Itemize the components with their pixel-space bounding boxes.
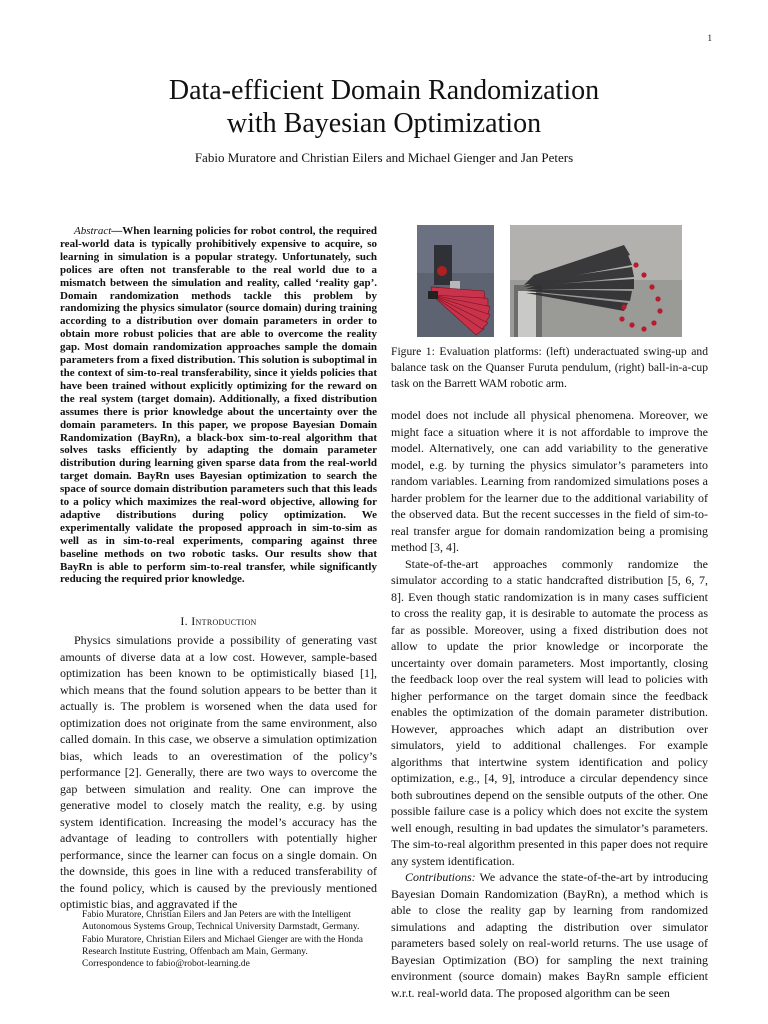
section-number: I. [180,614,188,628]
abstract-text: When learning policies for robot control, the required real-world data is typically prohibitively expensive to acquire, so learning in simulation is a popular strategy. Unfortunately, such polices are often not transferable to the real world due to a mismatch between the simulation and reality, called ‘reality gap’. Domain randomization methods tackle this problem by randomizing the physics simulator (source domain) during training according to a distribution over domain parameters in order to obtain more robust policies that are able to overcome the reality gap. Most domain randomization approaches sample the domain parameters from a fixed distribution. This solution is suboptimal in the context of sim-to-real transferability, since it yields policies that have been trained without explicitly optimizing for the reward on the real system (target domain). Additionally, a fixed distribution assumes there is prior knowledge about the uncertainty over the domain parameters. In this paper, we propose Bayesian Domain Randomization (BayRn), a black-box sim-to-real algorithm that solves tasks efficiently by adapting the domain parameter distribution during learning given sparse data from the real-world target domain. BayRn uses Bayesian optimization to search the space of source domain distribution parameters such that this leads to a policy which maximizes the real-word objective, allowing for adaptive distributions during policy optimization. We experimentally validate the proposed approach in sim-to-sim as well as in sim-to-real experiments, comparing against three baseline methods on two robotic tasks. Our results show that BayRn is able to perform sim-to-real transfer, while significantly reducing the required prior knowledge. [60,225,377,586]
contributions-label: Contributions: [405,870,476,884]
footnote-line-1: Fabio Muratore, Christian Eilers and Jan Peters are with the Intelligent Autonomous Systems Group, Technical University Darmstadt, Germany. [82,910,360,933]
figure-1-caption: Figure 1: Evaluation platforms: (left) underactuated swing-up and balance task on the Quanser Furuta pendulum, (right) ball-in-a-cup task on the Barrett WAM robotic arm. [391,345,708,390]
section-heading [60,614,377,629]
footnote-line-3: Correspondence to fabio@robot-learning.de [82,959,250,970]
right-paragraph-2: State-of-the-art approaches commonly randomize the simulator according to a static handcrafted distribution [5, 6, 7, 8]. Even though static randomization is in many cases sufficient to cross the reality gap, it is desirable to automate the process as far as possible. Moreover, using a fixed distribution does not allow to update the prior knowledge or incorporate the uncertainty over domain parameters. Most importantly, closing the feedback loop over the real system will lead to policies with higher performance on the target domain since the feedback enables the optimization of the domain parameter distribution. However, approaches which adapt an distribution over simulators, yield to additional challenges. For example algorithms that intertwine system identification and policy optimization, e.g., [4, 9], introduce a circular dependency since both subroutines depend on the sensible outputs of the other. One possible failure case is a policy which does not excite the system well enough, resulting in bad updates the simulator’s parameters. The sim-to-real algorithm presented in this paper does not require any system identification. [391,556,708,868]
title-line-2: with Bayesian Optimization [226,108,542,139]
right-column-text [391,407,708,1001]
paper-title [0,74,768,140]
furuta-pendulum-photo [417,225,494,337]
abstract-label: Abstract [74,225,112,237]
abstract-dash: — [111,225,123,237]
right-paragraph-1: model does not include all physical phenomena. Moreover, we might face a situation where it is not affordable to improve the model. Alternatively, one can add variability to the generative model, e.g. by turning the physics simulator’s parameters into random variables. Learning from randomized simulations poses a harder problem for the learner due to the additional variability of the observed data. But the recent successes in the field of sim-to-real transfer argue for domain randomization being a promising method [3, 4]. [391,408,708,554]
barrett-wam-photo [510,225,682,337]
title-line-1: Data-efficient Domain Randomization [168,75,600,106]
figure-1-photos [414,225,710,337]
right-paragraph-3 [391,869,708,1001]
affiliation-footnote [60,909,377,970]
section-title: Introduction [191,614,257,628]
intro-paragraph: Physics simulations provide a possibility of generating vast amounts of diverse data at a low cost. However, sample-based optimization has been known to be optimistically biased [1], which means that the found solution appears to be better than it actually is. The problem is worsened when the data used for optimization does not originate from the same environment, also called domain. In this case, we observe a simulation optimization bias, which leads to an overestimation of the policy’s performance [2]. Generally, there are two ways to overcome the gap between simulation and reality. One can improve the generative model to closely match the reality, e.g. by using system identification. Increasing the model’s accuracy has the advantage of leading to controllers with potentially higher performance, since the learner can focus on a single domain. On the downside, this goes in line with a reduced transferability of the found policy, which is caused by the previously mentioned optimistic bias, and aggravated if the [60,633,377,911]
footnote-line-2: Fabio Muratore, Christian Eilers and Michael Gienger are with the Honda Research Institute Eustring, Offenbach am Main, Germany. [82,934,363,957]
abstract [60,225,377,586]
contributions-text: We advance the state-of-the-art by introducing Bayesian Domain Randomization (BayRn), a method which is able to close the reality gap by learning from randomized simulations and adapting the distribution over simulator parameters based solely on real-world returns. The use usage of Bayesian Optimization (BO) for sampling the next training environment (source domain) makes BayRn sample efficient w.r.t. real-world data. The proposed algorithm can be seen [391,870,708,1000]
author-list: Fabio Muratore and Christian Eilers and Michael Gienger and Jan Peters [194,150,574,165]
page-number: 1 [707,33,712,43]
